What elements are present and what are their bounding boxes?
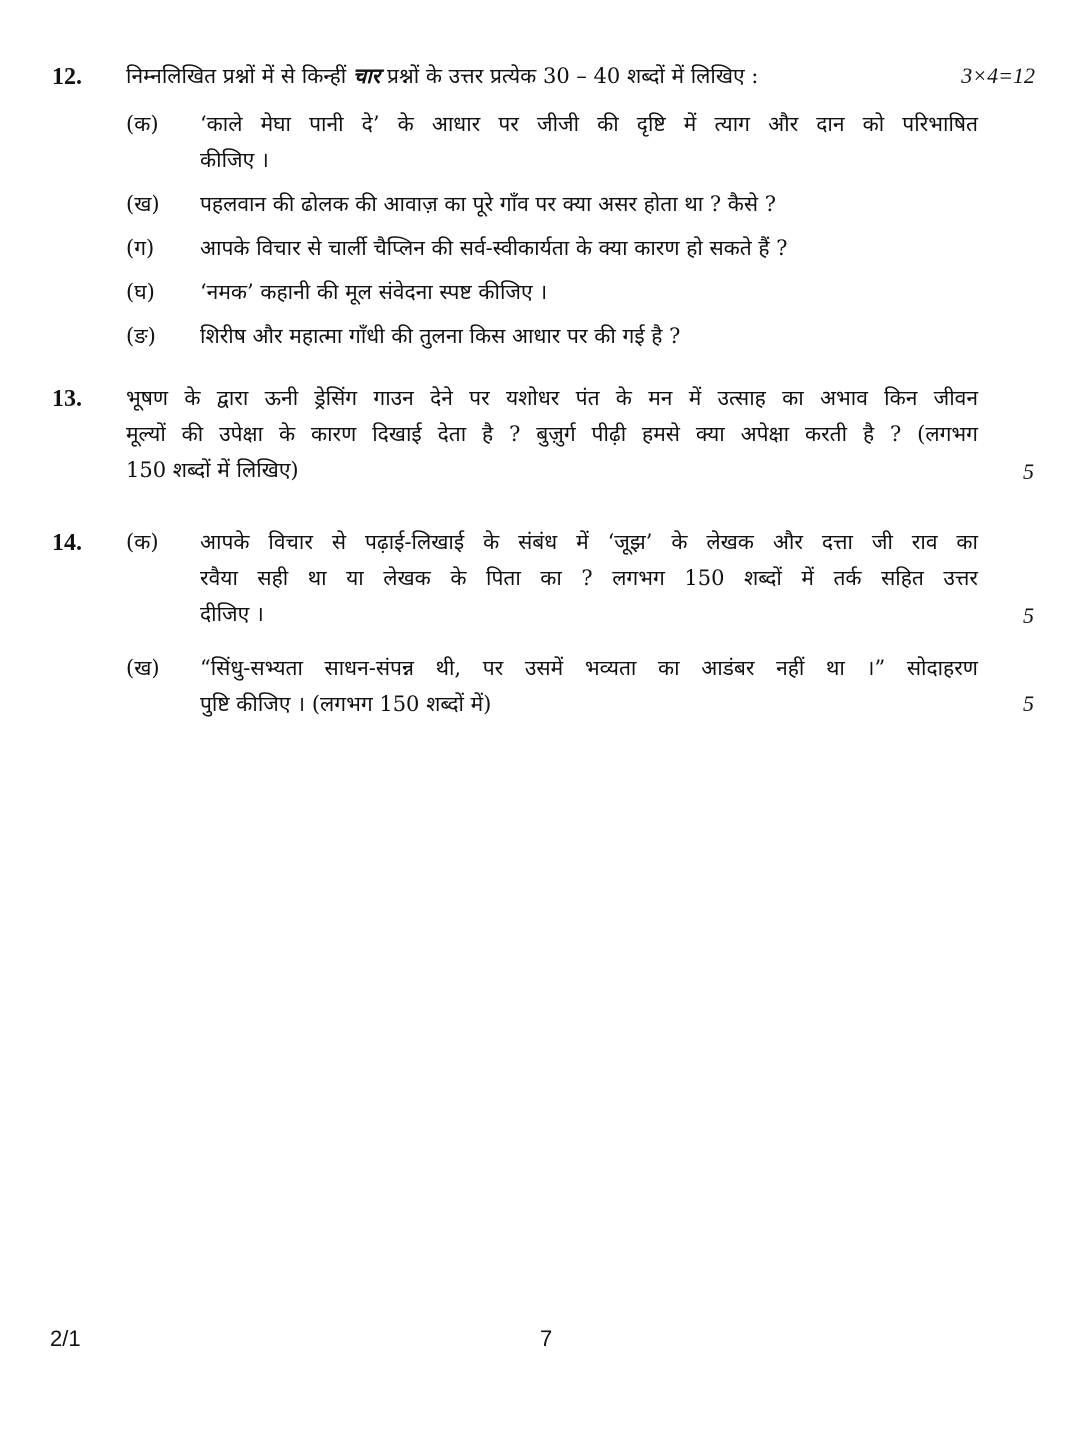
question-12-part-kha-label: (ख) [126, 192, 160, 216]
question-12-intro-emphasis: चार [352, 63, 381, 88]
question-14-part-ka-marks: 5 [1023, 603, 1034, 628]
question-13-line-1: भूषण के द्वारा ऊनी ड्रेसिंग गाउन देने पर यशोधर पंत के मन में उत्साह का अभाव किन जीवन [126, 386, 978, 410]
question-13-marks: 5 [1023, 459, 1034, 484]
question-12-part-nga-label: (ङ) [126, 324, 156, 348]
question-14-number: 14. [52, 530, 82, 556]
question-13-line-3: 150 शब्दों में लिखिए) [126, 458, 299, 482]
question-12-part-ka-line-1: ‘काले मेघा पानी दे’ के आधार पर जीजी की दृष्टि में त्याग और दान को परिभाषित [200, 112, 978, 136]
question-12-part-gha-label: (घ) [126, 280, 155, 304]
question-12-part-kha-text [200, 186, 978, 222]
question-12-part-nga-line-1: शिरीष और महात्मा गाँधी की तुलना किस आधार पर की गई है ? [200, 324, 681, 348]
question-12-marks: 3×4=12 [961, 63, 1035, 88]
question-12-part-ga-label: (ग) [126, 236, 155, 260]
question-12-intro [126, 58, 946, 94]
page-number: 7 [540, 1326, 553, 1351]
question-12-part-ga-text [200, 230, 978, 266]
question-12-intro-start: निम्नलिखित प्रश्नों में से किन्हीं [126, 64, 353, 88]
question-12-part-gha-text [200, 274, 978, 310]
question-12-number: 12. [52, 64, 82, 90]
question-12-part-ka-line-2: कीजिए । [200, 148, 269, 172]
question-12-intro-end: प्रश्नों के उत्तर प्रत्येक 30 – 40 शब्दों में लिखिए : [380, 64, 759, 88]
question-14-part-ka-line-3: दीजिए । [200, 602, 264, 626]
question-14-part-kha-line-1: “सिंधु-सभ्यता साधन-संपन्न थी, पर उसमें भव्यता का आडंबर नहीं था ।” सोदाहरण [200, 656, 978, 680]
question-14-part-ka-line-2: रवैया सही था या लेखक के पिता का ? लगभग 150 शब्दों में तर्क सहित उत्तर [200, 566, 978, 590]
question-14-part-kha-text [200, 650, 978, 722]
question-12-part-nga-text [200, 318, 978, 354]
question-12-part-kha-line-1: पहलवान की ढोलक की आवाज़ का पूरे गाँव पर क्या असर होता था ? कैसे ? [200, 192, 777, 216]
question-14-part-kha-line-2: पुष्टि कीजिए । (लगभग 150 शब्दों में) [200, 692, 492, 716]
question-13-number: 13. [52, 386, 82, 412]
question-14-part-kha-marks: 5 [1023, 691, 1034, 716]
question-12-part-ka-label: (क) [126, 112, 159, 136]
question-13-text [126, 380, 978, 488]
question-14-part-ka-label: (क) [126, 530, 159, 554]
question-12-part-ga-line-1: आपके विचार से चार्ली चैप्लिन की सर्व-स्वीकार्यता के क्या कारण हो सकते हैं ? [200, 236, 788, 260]
question-14-part-ka-text [200, 524, 978, 632]
question-13-line-2: मूल्यों की उपेक्षा के कारण दिखाई देता है ? बुज़ुर्ग पीढ़ी हमसे क्या अपेक्षा करती है ? (लगभग [126, 422, 978, 446]
question-14-part-kha-label: (ख) [126, 656, 160, 680]
question-12-part-gha-line-1: ‘नमक’ कहानी की मूल संवेदना स्पष्ट कीजिए । [200, 280, 548, 304]
question-12-part-ka-text [200, 106, 978, 178]
question-14-part-ka-line-1: आपके विचार से पढ़ाई-लिखाई के संबंध में ‘जूझ’ के लेखक और दत्ता जी राव का [200, 530, 978, 554]
paper-code: 2/1 [50, 1326, 81, 1351]
